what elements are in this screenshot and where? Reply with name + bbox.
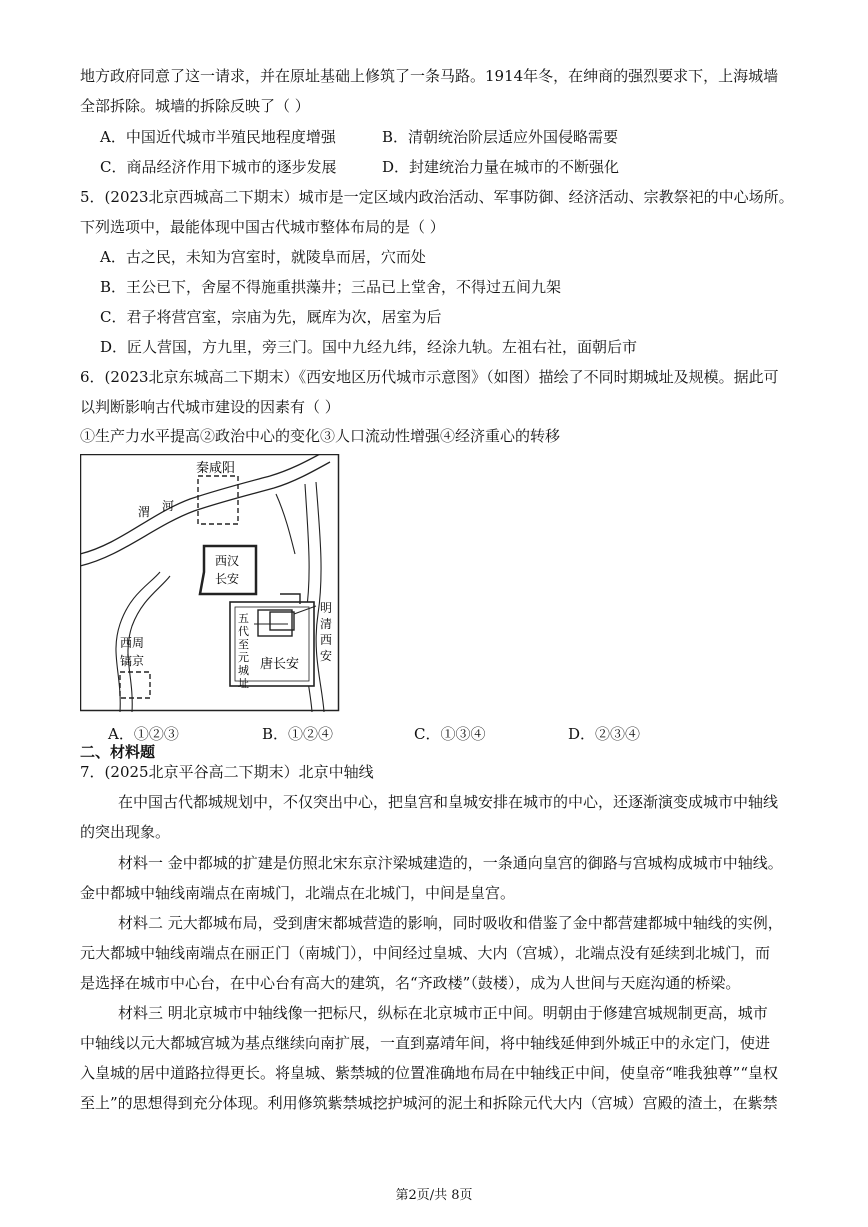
q5-option-a: A．古之民，未知为宫室时，就陵阜而居，穴而处	[100, 248, 426, 266]
q7-material1-line1: 材料一 金中都城的扩建是仿照北宋东京汴梁城建造的，一条通向皇宫的御路与宫城构成城市中轴线。	[118, 854, 783, 872]
label-river-he: 河	[162, 499, 175, 513]
svg-text:元: 元	[238, 651, 249, 664]
xian-city-map	[80, 454, 340, 712]
svg-text:城: 城	[238, 664, 249, 677]
q5-option-c: C．君子将营宫室，宗庙为先，厩库为次，居室为后	[100, 308, 442, 326]
label-tang-changan: 唐长安	[260, 657, 300, 672]
q6-option-c: C．①③④	[414, 725, 486, 743]
q4-option-d: D．封建统治力量在城市的不断强化	[382, 158, 620, 176]
label-wudai	[238, 612, 249, 690]
q6-option-d: D．②③④	[568, 725, 641, 743]
q7-material3-line3: 入皇城的居中道路拉得更长。将皇城、紫禁城的位置准确地布局在中轴线正中间，使皇帝“唯我独尊”“皇权	[80, 1064, 779, 1082]
svg-text:明: 明	[320, 601, 333, 615]
q7-title: 7．(2025北京平谷高二下期末）北京中轴线	[80, 763, 374, 781]
svg-text:西: 西	[320, 633, 333, 647]
svg-text:址: 址	[238, 677, 249, 690]
q5-stem-line1: 5．(2023北京西城高二下期末）城市是一定区域内政治活动、军事防御、经济活动、宗教祭祀的中心场所。	[80, 188, 794, 206]
q7-material2-line1: 材料二 元大都城布局，受到唐宋都城营造的影响，同时吸收和借鉴了金中都营建都城中轴线的实例，	[118, 914, 783, 932]
q7-intro-line1: 在中国古代都城规划中，不仅突出中心，把皇宫和皇城安排在城市的中心，还逐渐演变成城市中轴线	[118, 793, 779, 811]
section-heading: 二、材料题	[80, 743, 156, 761]
svg-text:代: 代	[238, 625, 249, 638]
q6-items: ①生产力水平提高②政治中心的变化③人口流动性增强④经济重心的转移	[80, 427, 561, 445]
svg-text:清: 清	[320, 617, 333, 631]
page-number: 第2页/共 8页	[395, 1188, 473, 1203]
label-zhou-line1: 西周	[120, 636, 145, 650]
q6-option-a: A．①②③	[108, 725, 179, 743]
label-qin-xianyang: 秦咸阳	[196, 461, 236, 476]
q5-option-d: D．匠人营国，方九里，旁三门。国中九经九纬，经涂九轨。左祖右社，面朝后市	[100, 338, 638, 356]
q5-option-b: B．王公已下，舍屋不得施重拱藻井；三品已上堂舍，不得过五间九架	[100, 278, 562, 296]
q7-material3-line4: 至上”的思想得到充分体现。利用修筑紫禁城挖护城河的泥土和拆除元代大内（宫城）宫殿的渣土，在紫禁	[80, 1094, 778, 1112]
q7-intro-line2: 的突出现象。	[80, 823, 171, 841]
q7-material3-line1: 材料三 明北京城市中轴线像一把标尺，纵标在北京城市正中间。明朝由于修建宫城规制更高，城市	[118, 1004, 768, 1022]
q7-material2-line2: 元大都城中轴线南端点在丽正门（南城门），中间经过皇城、大内（宫城），北端点没有延续到北城门，而	[80, 944, 771, 962]
label-zhou-line2: 镐京	[120, 654, 145, 668]
q4-continuation-line2: 全部拆除。城墙的拆除反映了（ ）	[80, 97, 310, 115]
q4-option-c: C．商品经济作用下城市的逐步发展	[100, 158, 337, 176]
label-han-line2: 长安	[215, 572, 240, 586]
label-river-wei: 渭	[138, 505, 151, 519]
q6-option-b: B．①②④	[262, 725, 334, 743]
svg-text:五: 五	[238, 612, 249, 625]
svg-text:至: 至	[238, 638, 249, 651]
q7-material1-line2: 金中都城中轴线南端点在南城门，北端点在北城门，中间是皇宫。	[80, 884, 516, 902]
q7-material2-line3: 是选择在城市中心台，在中心台有高大的建筑，名“齐政楼”（鼓楼），成为人世间与天庭沟通的桥梁。	[80, 974, 741, 992]
q6-stem-line2: 以判断影响古代城市建设的因素有（ ）	[80, 398, 340, 416]
q6-stem-line1: 6．(2023北京东城高二下期末）《西安地区历代城市示意图》（如图）描绘了不同时期城址及规模。据此可	[80, 368, 779, 386]
q7-material3-line2: 中轴线以元大都城宫城为基点继续向南扩展，一直到嘉靖年间，将中轴线延伸到外城正中的永定门，使进	[80, 1034, 771, 1052]
q5-stem-line2: 下列选项中，最能体现中国古代城市整体布局的是（ ）	[80, 218, 445, 236]
q4-continuation-line1: 地方政府同意了这一请求，并在原址基础上修筑了一条马路。1914年冬，在绅商的强烈要求下，上海城墙	[80, 67, 779, 85]
q4-option-b: B．清朝统治阶层适应外国侵略需要	[382, 128, 619, 146]
label-han-line1: 西汉	[215, 554, 240, 568]
svg-text:安: 安	[320, 649, 333, 663]
q4-option-a: A．中国近代城市半殖民地程度增强	[100, 128, 336, 146]
